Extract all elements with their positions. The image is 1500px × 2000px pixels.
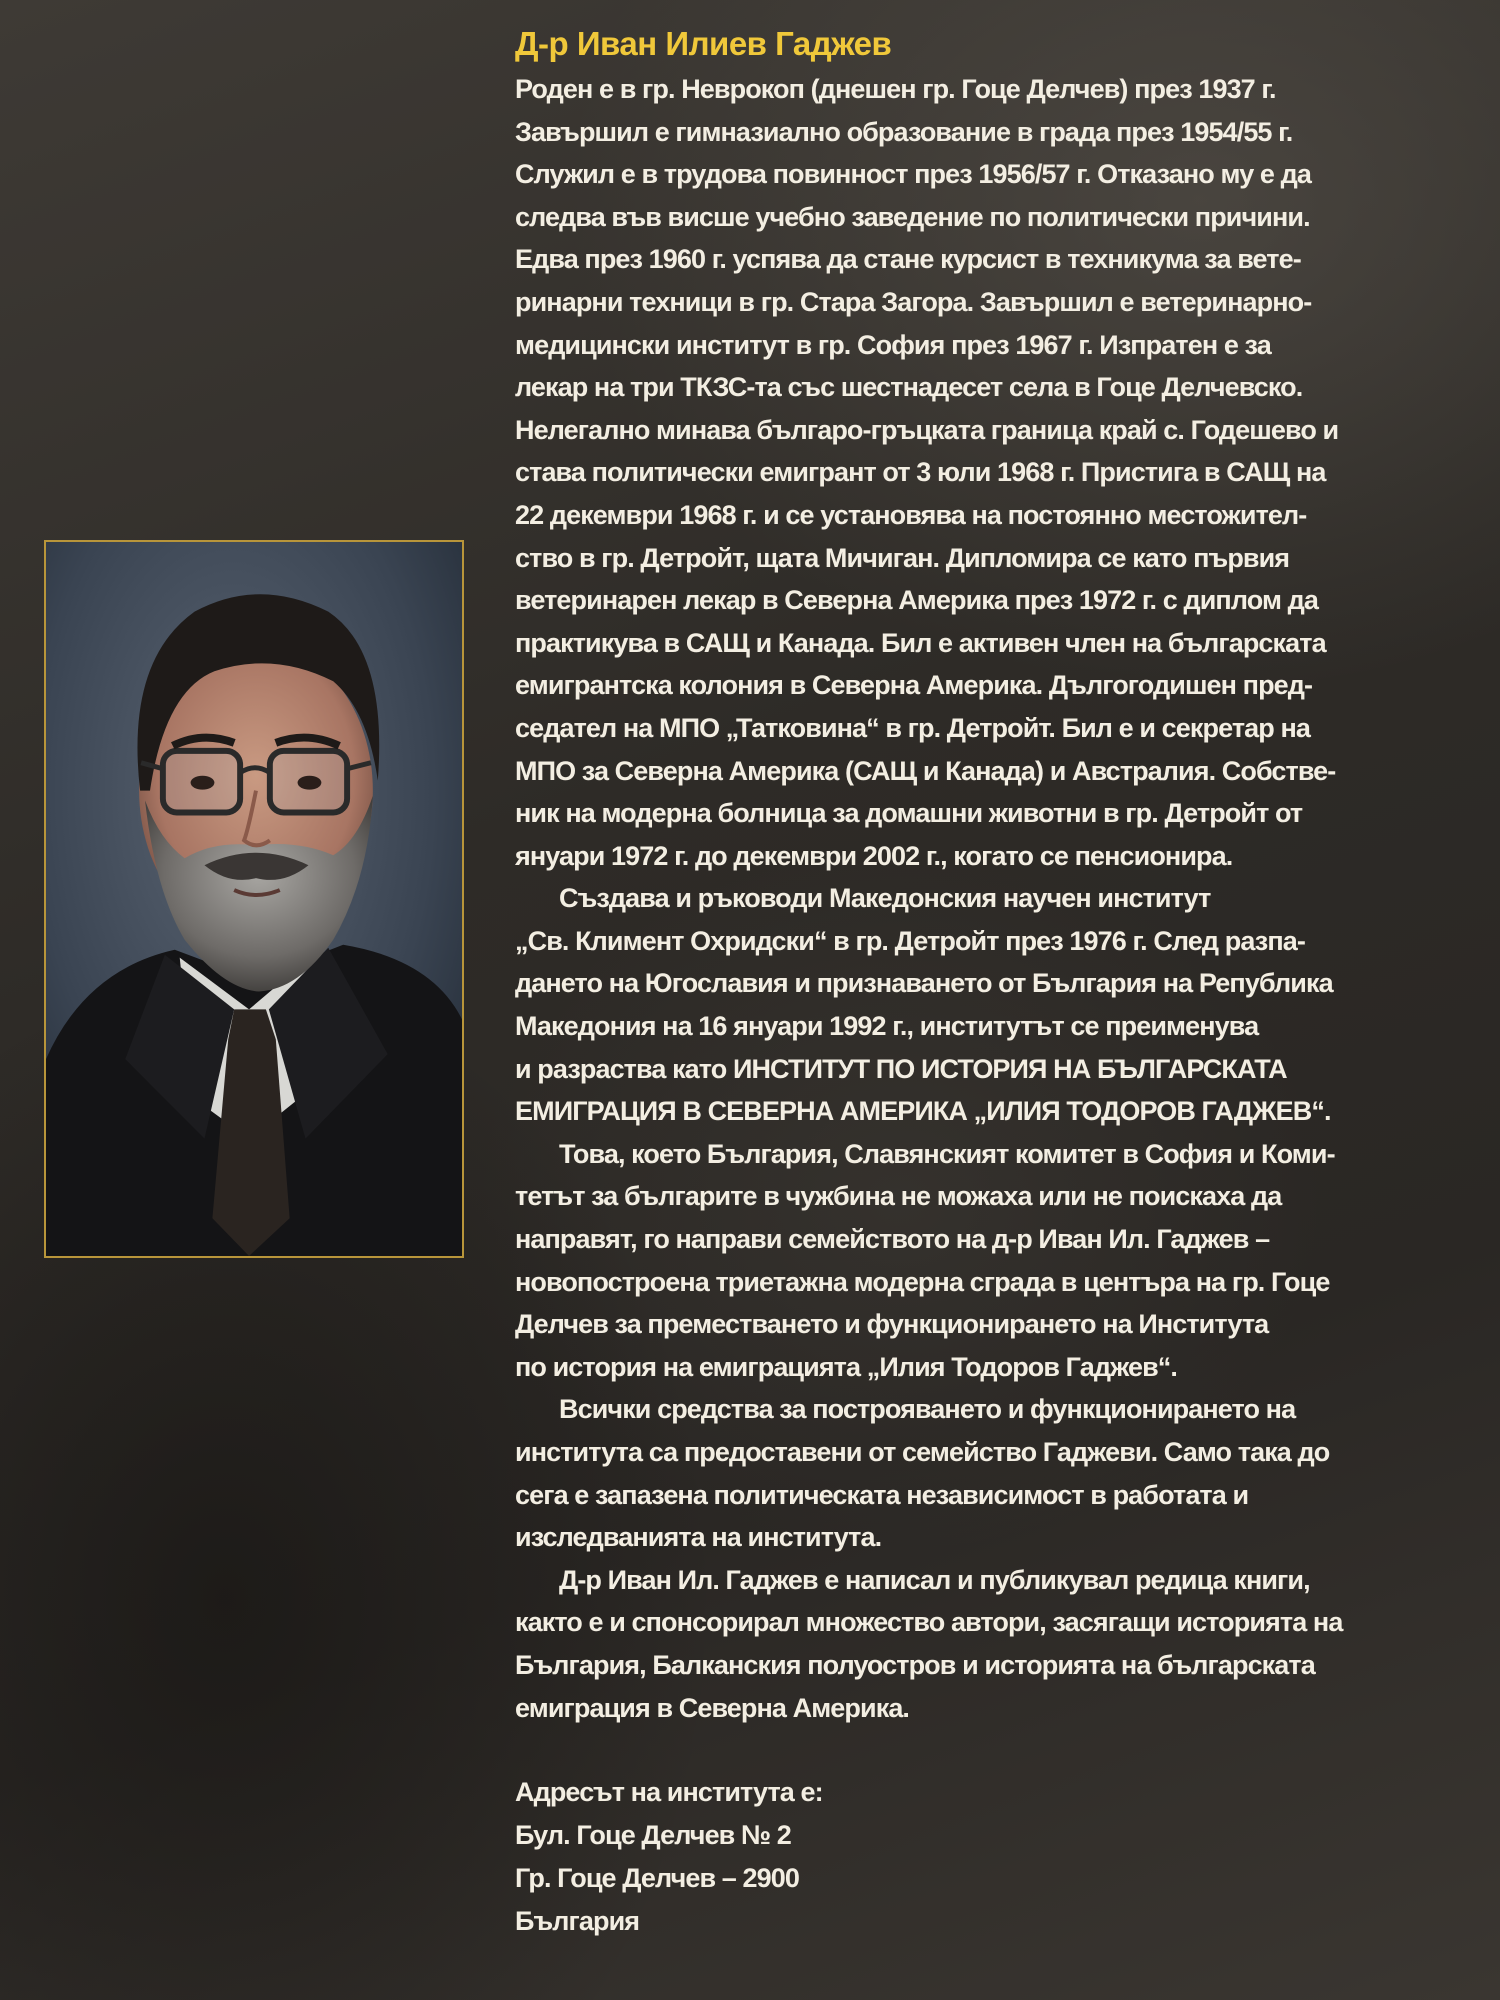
text-line: практикува в САЩ и Канада. Бил е активен член на българската xyxy=(515,627,1326,658)
address-line: Гр. Гоце Делчев – 2900 xyxy=(515,1863,799,1894)
text-line: по история на емиграцията „Илия Тодоров Гаджев“. xyxy=(515,1351,1177,1382)
text-line: Македония на 16 януари 1992 г., институтът се преименува xyxy=(515,1011,1259,1042)
text-line: Служил е в трудова повинност през 1956/57 г. Отказано му е да xyxy=(515,159,1311,190)
text-line: става политически емигрант от 3 юли 1968 г. Пристига в САЩ на xyxy=(515,457,1326,488)
address-line: България xyxy=(515,1906,640,1937)
portrait-photo xyxy=(44,540,464,1258)
text-line: ветеринарен лекар в Северна Америка през 1972 г. с диплом да xyxy=(515,585,1318,616)
biography-paragraph xyxy=(515,1133,1445,1389)
text-line: института са предоставени от семейство Гаджеви. Само така до xyxy=(515,1437,1330,1467)
text-line: ник на модерна болница за домашни животни в гр. Детройт от xyxy=(515,798,1303,829)
text-line: седател на МПО „Татковина“ в гр. Детройт. Бил е и секретар на xyxy=(515,712,1311,743)
text-line: както е и спонсорирал множество автори, засягащи историята на xyxy=(515,1607,1343,1638)
text-line: направят, го направи семейството на д-р Иван Ил. Гаджев – xyxy=(515,1224,1270,1255)
biography-paragraphs xyxy=(515,68,1445,1729)
institute-address xyxy=(515,1771,1445,1943)
biography-title: Д-р Иван Илиев Гаджев xyxy=(515,25,892,62)
text-line: следва във висше учебно заведение по политически причини. xyxy=(515,201,1310,232)
text-line: Делчев за преместването и функционирането на Института xyxy=(515,1309,1269,1340)
text-line: Създава и ръководи Македонския научен институт xyxy=(559,883,1211,914)
text-line: новопостроена триетажна модерна сграда в центъра на гр. Гоце xyxy=(515,1266,1330,1297)
text-line: Едва през 1960 г. успява да стане курсист в техникума за вете- xyxy=(515,244,1301,275)
text-line: дането на Югославия и признаването от България на Република xyxy=(515,968,1333,999)
text-line: тетът за българите в чужбина не можаха или не поискаха да xyxy=(515,1181,1282,1212)
text-line: януари 1972 г. до декември 2002 г., когато се пенсионира. xyxy=(515,840,1233,871)
text-line: и разраства като ИНСТИТУТ ПО ИСТОРИЯ НА БЪЛГАРСКАТА xyxy=(515,1053,1287,1084)
text-line: МПО за Северна Америка (САЩ и Канада) и Австралия. Собстве- xyxy=(515,755,1336,786)
biography-paragraph xyxy=(515,1388,1445,1558)
portrait-image xyxy=(46,542,462,1256)
text-line: Завършил е гимназиално образование в града през 1954/55 г. xyxy=(515,116,1293,147)
biography-text xyxy=(515,22,1445,1943)
text-line: ство в гр. Детройт, щата Мичиган. Дипломира се като първия xyxy=(515,542,1290,573)
text-line: лекар на три ТКЗС-та със шестнадесет села в Гоце Делчевско. xyxy=(515,372,1303,403)
text-line: Д-р Иван Ил. Гаджев е написал и публикувал редица книги, xyxy=(559,1564,1310,1595)
text-line: Всички средства за построяването и функционирането на xyxy=(559,1394,1296,1425)
text-line: 22 декември 1968 г. и се установява на постоянно местожител- xyxy=(515,499,1307,530)
text-line: емиграция в Северна Америка. xyxy=(515,1692,910,1723)
address-line: Адресът на института е: xyxy=(515,1777,823,1808)
text-line: България, Балканския полуостров и историята на българската xyxy=(515,1649,1315,1680)
text-line: сега е запазена политическата независимост в работата и xyxy=(515,1479,1249,1510)
biography-paragraph xyxy=(515,68,1445,877)
biography-paragraph xyxy=(515,1559,1445,1729)
text-line: „Св. Климент Охридски“ в гр. Детройт през 1976 г. След разпа- xyxy=(515,925,1305,956)
text-line: Това, което България, Славянският комитет в София и Коми- xyxy=(559,1138,1335,1169)
biography-paragraph xyxy=(515,877,1445,1133)
text-line: изследванията на института. xyxy=(515,1522,882,1553)
text-line: Нелегално минава българо-гръцката граница край с. Годешево и xyxy=(515,414,1339,445)
text-line: емигрантска колония в Северна Америка. Дългогодишен пред- xyxy=(515,670,1313,701)
text-line: Роден е в гр. Неврокоп (днешен гр. Гоце Делчев) през 1937 г. xyxy=(515,74,1276,104)
text-line: ринарни техници в гр. Стара Загора. Завършил е ветеринарно- xyxy=(515,286,1312,317)
text-line: ЕМИГРАЦИЯ В СЕВЕРНА АМЕРИКА „ИЛИЯ ТОДОРОВ ГАДЖЕВ“. xyxy=(515,1096,1331,1127)
address-line: Бул. Гоце Делчев № 2 xyxy=(515,1820,791,1851)
text-line: медицински институт в гр. София през 1967 г. Изпратен е за xyxy=(515,329,1271,360)
